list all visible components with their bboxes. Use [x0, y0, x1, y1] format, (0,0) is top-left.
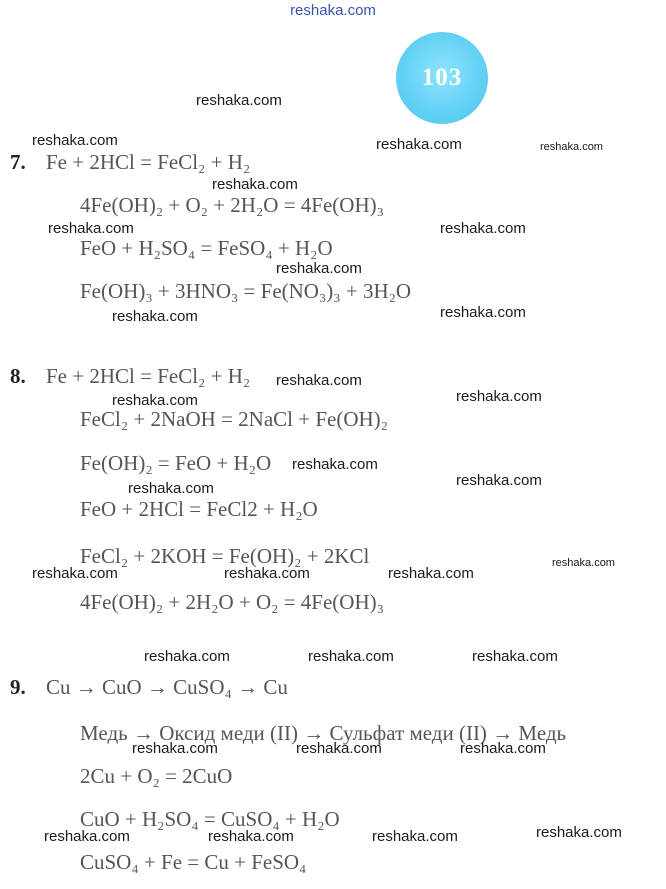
watermark: reshaka.com: [292, 456, 378, 473]
watermark: reshaka.com: [44, 828, 130, 845]
watermark: reshaka.com: [536, 824, 622, 841]
problem-8-line-2: FeCl₂ + 2NaOH = 2NaCl + Fe(OH)₂: [80, 407, 388, 431]
problem-7-line-2: 4Fe(OH)₂ + O₂ + 2H₂O = 4Fe(OH)₃: [80, 193, 384, 217]
watermark: reshaka.com: [472, 648, 558, 665]
watermark: reshaka.com: [388, 565, 474, 582]
watermark: reshaka.com: [276, 372, 362, 389]
page-number-badge: 103: [396, 32, 488, 124]
watermark: reshaka.com: [144, 648, 230, 665]
watermark: reshaka.com: [208, 828, 294, 845]
problem-9-line-4: CuO + H₂SO₄ = CuSO₄ + H₂O: [80, 807, 340, 831]
watermark: reshaka.com: [440, 304, 526, 321]
watermark: reshaka.com: [32, 565, 118, 582]
problem-8-line-1: Fe + 2HCl = FeCl₂ + H₂: [46, 364, 251, 388]
problem-8-line-3: Fe(OH)₂ = FeO + H₂O: [80, 451, 272, 475]
watermark: reshaka.com: [276, 260, 362, 277]
watermark: reshaka.com: [456, 388, 542, 405]
problem-7-number: 7.: [10, 150, 26, 174]
watermark: reshaka.com: [456, 472, 542, 489]
problem-9-number: 9.: [10, 675, 26, 699]
watermark: reshaka.com: [128, 480, 214, 497]
problem-7-line-4: Fe(OH)₃ + 3HNO₃ = Fe(NO₃)₃ + 3H₂O: [80, 279, 412, 303]
watermark: reshaka.com: [112, 392, 198, 409]
site-link[interactable]: reshaka.com: [290, 2, 376, 19]
watermark: reshaka.com: [372, 828, 458, 845]
watermark: reshaka.com: [460, 740, 546, 757]
problem-7-line-1: Fe + 2HCl = FeCl₂ + H₂: [46, 150, 251, 174]
watermark: reshaka.com: [440, 220, 526, 237]
watermark: reshaka.com: [196, 92, 282, 109]
problem-9-line-3: 2Cu + O₂ = 2CuO: [80, 764, 233, 788]
watermark: reshaka.com: [48, 220, 134, 237]
watermark: reshaka.com: [552, 557, 615, 569]
watermark: reshaka.com: [212, 176, 298, 193]
problem-7-line-3: FeO + H₂SO₄ = FeSO₄ + H₂O: [80, 236, 333, 260]
watermark: reshaka.com: [224, 565, 310, 582]
watermark: reshaka.com: [540, 141, 603, 153]
problem-8-number: 8.: [10, 364, 26, 388]
problem-9-line-2: Медь → Оксид меди (II) → Сульфат меди (II) → Медь: [80, 721, 567, 745]
problem-8-line-5: FeCl₂ + 2KOH = Fe(OH)₂ + 2KCl: [80, 544, 370, 568]
problem-8-line-4: FeO + 2HCl = FeCl2 + H₂O: [80, 497, 318, 521]
problem-9-line-5: CuSO₄ + Fe = Cu + FeSO₄: [80, 850, 307, 874]
problem-8-line-6: 4Fe(OH)₂ + 2H₂O + O₂ = 4Fe(OH)₃: [80, 590, 384, 614]
watermark: reshaka.com: [376, 136, 462, 153]
watermark: reshaka.com: [296, 740, 382, 757]
watermark: reshaka.com: [32, 132, 118, 149]
watermark: reshaka.com: [132, 740, 218, 757]
problem-9-line-1: Cu → CuO → CuSO₄ → Cu: [46, 675, 288, 699]
watermark: reshaka.com: [308, 648, 394, 665]
watermark: reshaka.com: [112, 308, 198, 325]
